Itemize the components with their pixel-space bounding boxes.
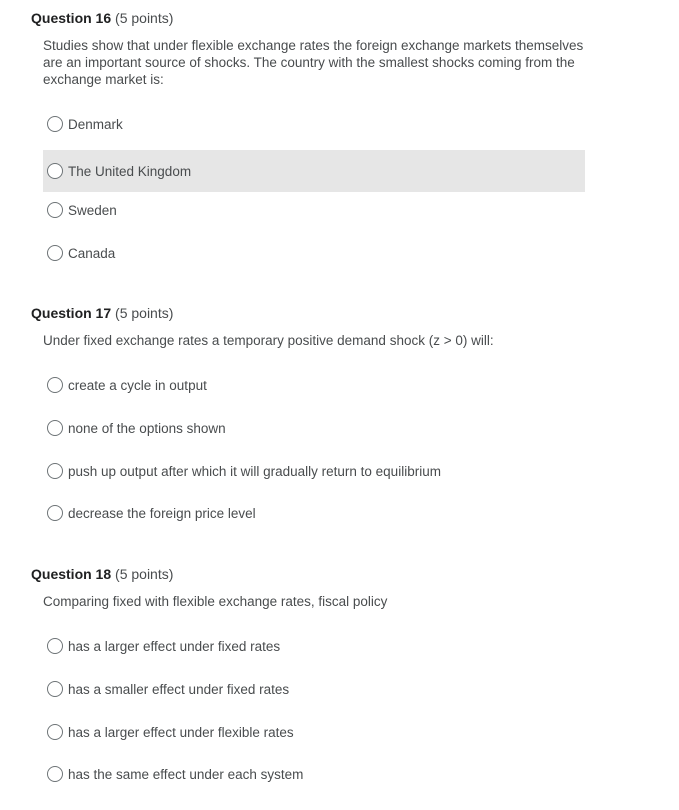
question-18-title [31, 565, 173, 583]
q16-option-sweden[interactable] [43, 189, 585, 231]
q17-option-none[interactable] [43, 407, 585, 449]
q17-option-decrease-price[interactable] [43, 492, 585, 534]
option-label: create a cycle in output [68, 377, 207, 393]
question-17-text: Under fixed exchange rates a temporary positive demand shock (z > 0) will: [43, 333, 494, 348]
question-points: (5 points) [115, 305, 174, 321]
radio-button[interactable] [47, 505, 63, 521]
q16-option-united-kingdom[interactable] [43, 150, 585, 192]
option-label: has the same effect under each system [68, 766, 304, 782]
option-label: The United Kingdom [68, 163, 192, 179]
question-17-title [31, 304, 173, 322]
radio-button[interactable] [47, 463, 63, 479]
question-16-title [31, 9, 173, 27]
radio-button[interactable] [47, 681, 63, 697]
radio-button[interactable] [47, 766, 63, 782]
question-18-text: Comparing fixed with flexible exchange rates, fiscal policy [43, 594, 388, 609]
question-number: Question 17 [31, 305, 112, 321]
q16-option-canada[interactable] [43, 232, 585, 274]
option-label: push up output after which it will gradually return to equilibrium [68, 463, 441, 479]
radio-button[interactable] [47, 245, 63, 261]
q16-option-denmark[interactable] [43, 103, 585, 145]
q17-option-cycle[interactable] [43, 364, 585, 406]
radio-button[interactable] [47, 163, 63, 179]
option-label: has a smaller effect under fixed rates [68, 681, 290, 697]
option-label: has a larger effect under fixed rates [68, 638, 281, 654]
q17-option-push-up-output[interactable] [43, 450, 585, 492]
radio-button[interactable] [47, 116, 63, 132]
option-label: has a larger effect under flexible rates [68, 724, 294, 740]
radio-button[interactable] [47, 638, 63, 654]
q18-option-larger-flexible[interactable] [43, 711, 585, 753]
q18-option-smaller-fixed[interactable] [43, 668, 585, 710]
radio-button[interactable] [47, 202, 63, 218]
question-16-text: Studies show that under flexible exchange rates the foreign exchange markets themselves are an important source of shocks. The country with the smallest shocks coming from the exchange market is: [43, 38, 584, 87]
question-points: (5 points) [115, 566, 174, 582]
radio-button[interactable] [47, 724, 63, 740]
option-label: Canada [68, 245, 116, 261]
option-label: Sweden [68, 202, 117, 218]
question-number: Question 16 [31, 10, 112, 26]
q18-option-larger-fixed[interactable] [43, 625, 585, 667]
option-label: decrease the foreign price level [68, 505, 256, 521]
radio-button[interactable] [47, 420, 63, 436]
question-number: Question 18 [31, 566, 112, 582]
option-label: Denmark [68, 116, 123, 132]
radio-button[interactable] [47, 377, 63, 393]
option-label: none of the options shown [68, 420, 226, 436]
q18-option-same-effect[interactable] [43, 753, 585, 795]
question-points: (5 points) [115, 10, 174, 26]
